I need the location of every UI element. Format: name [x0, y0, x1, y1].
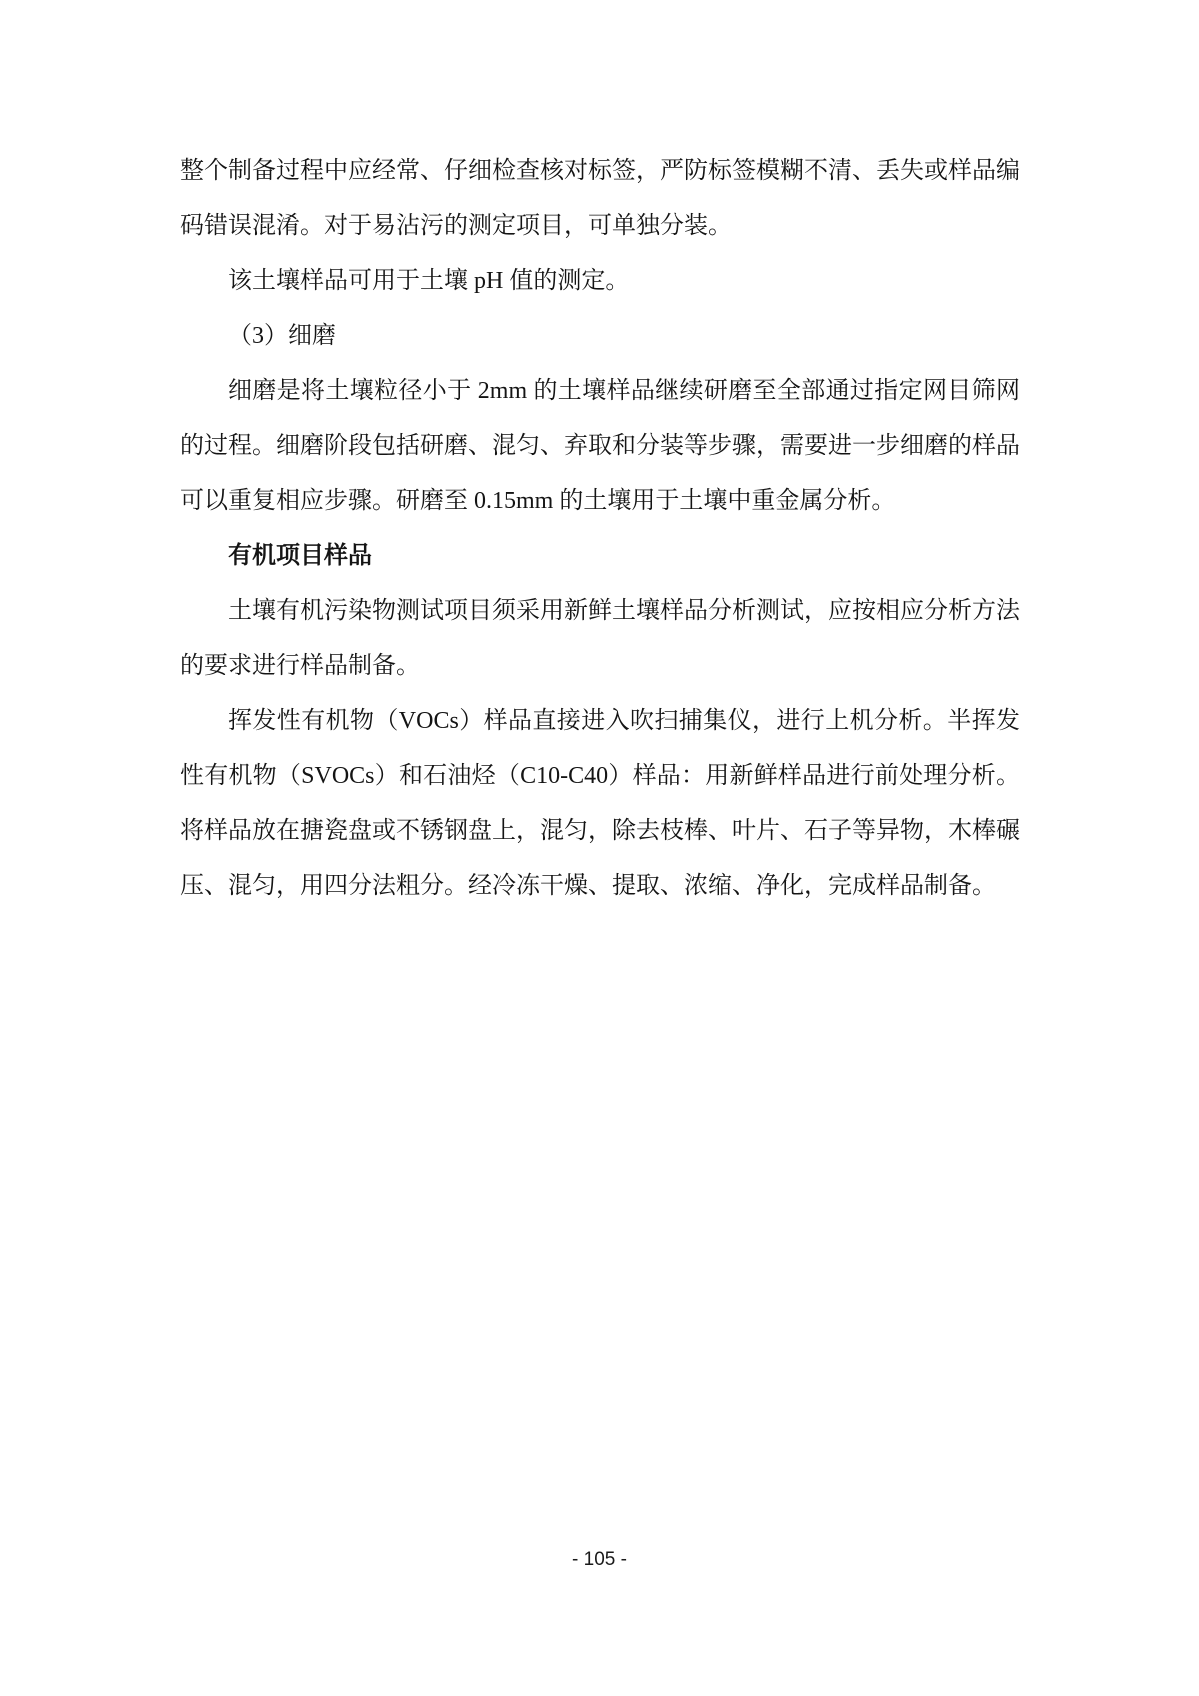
- para-fine-grinding-description: 细磨是将土壤粒径小于 2mm 的土壤样品继续研磨至全部通过指定网目筛网的过程。细磨阶段包括研磨、混匀、弃取和分装等步骤，需要进一步细磨的样品可以重复相应步骤。研磨至 0.15mm 的土壤用于土壤中重金属分析。: [180, 378, 1020, 514]
- heading-organic-project-samples: 有机项目样品: [228, 543, 372, 569]
- para-label-check-continuation: 整个制备过程中应经常、仔细检查核对标签，严防标签模糊不清、丢失或样品编码错误混淆。对于易沾污的测定项目，可单独分装。: [180, 158, 1020, 239]
- para-organic-sample-requirement: 土壤有机污染物测试项目须采用新鲜土壤样品分析测试，应按相应分析方法的要求进行样品制备。: [180, 598, 1020, 679]
- page-number: - 105 -: [572, 1549, 627, 1570]
- para-ph-usage: 该土壤样品可用于土壤 pH 值的测定。: [228, 268, 630, 294]
- document-body: [180, 144, 1020, 914]
- para-voc-svoc-procedure: 挥发性有机物（VOCs）样品直接进入吹扫捕集仪，进行上机分析。半挥发性有机物（SVOCs）和石油烃（C10-C40）样品：用新鲜样品进行前处理分析。将样品放在搪瓷盘或不锈钢盘上，混匀，除去枝棒、叶片、石子等异物，木棒碾压、混匀，用四分法粗分。经冷冻干燥、提取、浓缩、净化，完成样品制备。: [180, 708, 1020, 899]
- para-item-3-fine-grinding-label: （3）细磨: [228, 323, 336, 349]
